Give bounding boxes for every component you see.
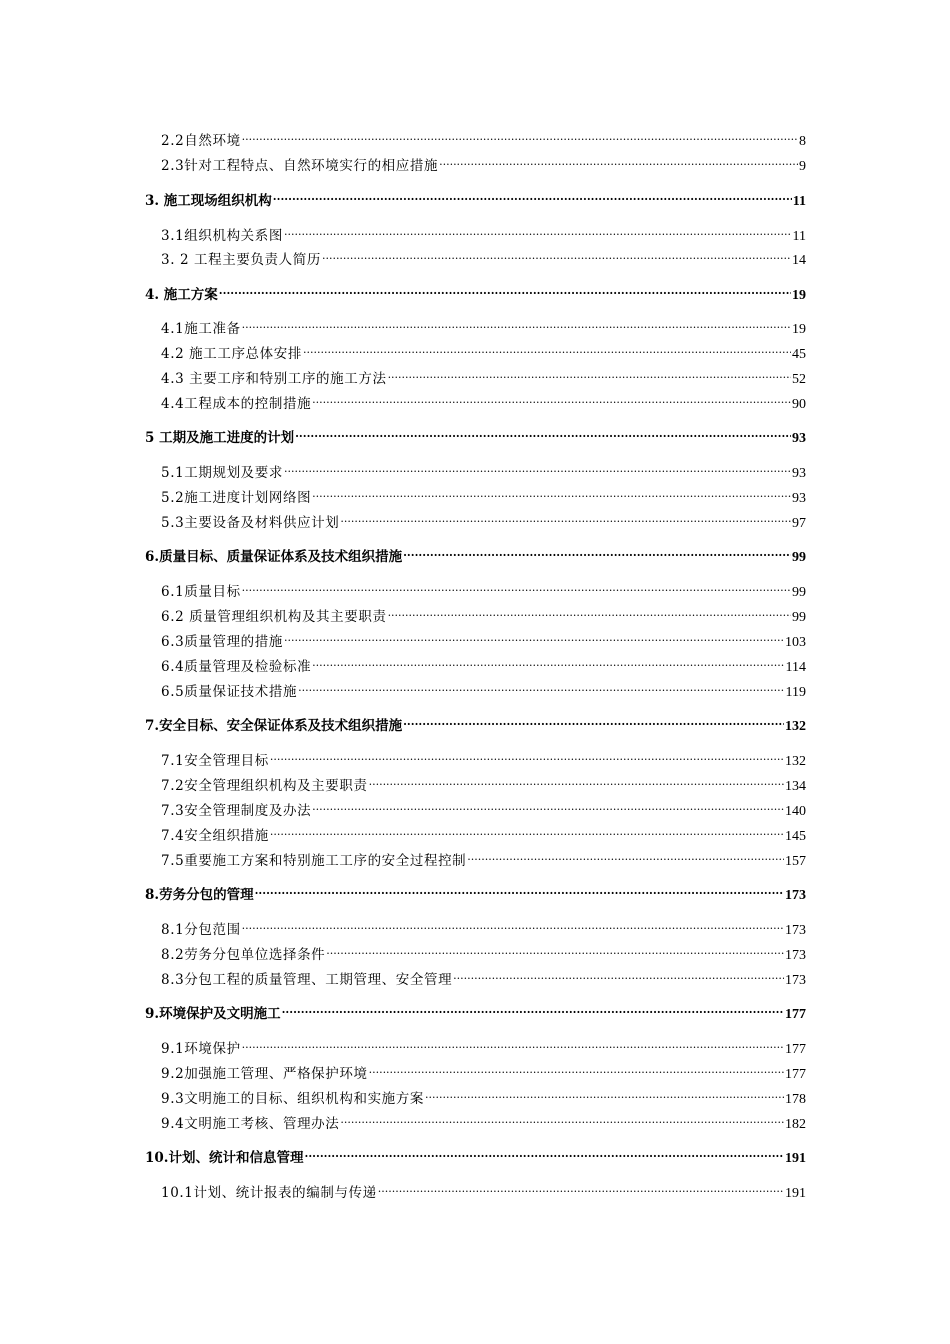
dot-leader [388,603,791,621]
dot-leader [312,797,784,815]
toc-entry-label: 3. 施工现场组织机构 [145,193,272,209]
dot-leader [270,747,784,765]
toc-subsection-entry[interactable] [161,222,806,244]
dot-leader [340,509,791,527]
toc-subsection-entry[interactable] [161,1110,806,1132]
dot-leader [284,222,792,240]
toc-subsection-entry[interactable] [161,1085,806,1107]
toc-entry-label: 3. 2 工程主要负责人简历 [161,252,321,268]
dot-leader [303,340,791,358]
toc-entry-page-number: 8 [799,134,806,149]
dot-leader [282,1000,784,1018]
dot-leader [242,315,791,333]
toc-entry-page-number: 134 [785,779,806,794]
toc-entry-label: 6.1质量目标 [161,584,241,600]
toc-entry-label: 7.1安全管理目标 [161,753,269,769]
toc-subsection-entry[interactable] [161,315,806,337]
toc-entry-page-number: 177 [785,1007,806,1022]
toc-entry-page-number: 177 [785,1067,806,1082]
toc-entry-page-number: 178 [785,1092,806,1107]
dot-leader [242,1035,784,1053]
dot-leader [322,246,791,264]
toc-entry-label: 6.5质量保证技术措施 [161,684,298,700]
dot-leader [284,628,784,646]
dot-leader [312,390,791,408]
dot-leader [270,822,784,840]
toc-subsection-entry[interactable] [161,390,806,412]
toc-subsection-entry[interactable] [161,484,806,506]
toc-entry-label: 9.3文明施工的目标、组织机构和实施方案 [161,1091,424,1107]
toc-entry-label: 10.1计划、统计报表的编制与传递 [161,1185,377,1201]
dot-leader [284,459,791,477]
toc-subsection-entry[interactable] [161,509,806,531]
toc-subsection-entry[interactable] [161,459,806,481]
toc-entry-page-number: 114 [785,660,806,675]
toc-entry-page-number: 119 [785,685,806,700]
toc-entry-label: 4.4工程成本的控制措施 [161,396,312,412]
toc-subsection-entry[interactable] [161,772,806,794]
dot-leader [453,966,784,984]
dot-leader [369,772,784,790]
toc-entry-label: 8.1分包范围 [161,922,241,938]
toc-entry-page-number: 191 [785,1186,806,1201]
toc-entry-page-number: 132 [785,719,806,734]
toc-section-entry[interactable] [145,1144,806,1166]
toc-section-entry[interactable] [145,712,806,734]
toc-entry-page-number: 140 [785,804,806,819]
toc-entry-label: 5.2施工进度计划网络图 [161,490,312,506]
toc-entry-label: 5.3主要设备及材料供应计划 [161,515,340,531]
toc-section-entry[interactable] [145,543,806,565]
toc-entry-label: 2.2自然环境 [161,133,241,149]
toc-entry-page-number: 145 [785,829,806,844]
toc-entry-label: 5 工期及施工进度的计划 [145,430,295,446]
toc-subsection-entry[interactable] [161,246,806,268]
toc-subsection-entry[interactable] [161,797,806,819]
toc-subsection-entry[interactable] [161,1060,806,1082]
toc-entry-label: 9.环境保护及文明施工 [145,1006,281,1022]
toc-entry-page-number: 99 [792,610,806,625]
toc-entry-page-number: 93 [792,466,806,481]
dot-leader [273,187,792,205]
toc-subsection-entry[interactable] [161,847,806,869]
dot-leader [298,678,784,696]
dot-leader [378,1179,784,1197]
dot-leader [295,424,791,442]
dot-leader [219,281,791,299]
dot-leader [467,847,784,865]
toc-section-entry[interactable] [145,281,806,303]
toc-subsection-entry[interactable] [161,822,806,844]
toc-subsection-entry[interactable] [161,966,806,988]
toc-subsection-entry[interactable] [161,578,806,600]
toc-entry-page-number: 52 [792,372,806,387]
toc-entry-page-number: 173 [785,948,806,963]
toc-entry-label: 7.3安全管理制度及办法 [161,803,312,819]
toc-entry-page-number: 93 [792,491,806,506]
toc-entry-page-number: 93 [792,431,806,446]
toc-subsection-entry[interactable] [161,941,806,963]
dot-leader [388,365,791,383]
toc-entry-label: 4.1施工准备 [161,321,241,337]
toc-section-entry[interactable] [145,424,806,446]
toc-entry-page-number: 177 [785,1042,806,1057]
toc-entry-page-number: 11 [792,229,806,244]
toc-entry-page-number: 173 [785,973,806,988]
toc-entry-label: 4. 施工方案 [145,287,218,303]
toc-entry-page-number: 14 [792,253,806,268]
dot-leader [242,578,791,596]
toc-entry-page-number: 99 [792,585,806,600]
toc-subsection-entry[interactable] [161,127,806,149]
toc-entry-page-number: 191 [785,1151,806,1166]
toc-section-entry[interactable] [145,1000,806,1022]
dot-leader [326,941,784,959]
dot-leader [242,127,798,145]
toc-entry-label: 6.3质量管理的措施 [161,634,283,650]
toc-entry-page-number: 11 [792,194,806,209]
dot-leader [425,1085,784,1103]
toc-entry-page-number: 173 [785,923,806,938]
toc-entry-page-number: 19 [792,288,806,303]
dot-leader [255,881,784,899]
toc-entry-label: 9.2加强施工管理、严格保护环境 [161,1066,368,1082]
toc-entry-label: 8.劳务分包的管理 [145,887,254,903]
toc-entry-label: 2.3针对工程特点、自然环境实行的相应措施 [161,158,439,174]
toc-entry-page-number: 9 [799,159,806,174]
toc-entry-label: 6.4质量管理及检验标准 [161,659,312,675]
toc-entry-page-number: 182 [785,1117,806,1132]
toc-entry-page-number: 132 [785,754,806,769]
dot-leader [340,1110,784,1128]
toc-entry-label: 7.4安全组织措施 [161,828,269,844]
toc-subsection-entry[interactable] [161,1035,806,1057]
toc-entry-label: 10.计划、统计和信息管理 [145,1150,304,1166]
dot-leader [312,653,784,671]
toc-subsection-entry[interactable] [161,678,806,700]
toc-entry-page-number: 19 [792,322,806,337]
toc-subsection-entry[interactable] [161,340,806,362]
toc-entry-label: 7.安全目标、安全保证体系及技术组织措施 [145,718,403,734]
toc-entry-label: 6.2 质量管理组织机构及其主要职责 [161,609,387,625]
toc-section-entry[interactable] [145,187,806,209]
toc-entry-page-number: 173 [785,888,806,903]
dot-leader [403,543,791,561]
dot-leader [242,916,784,934]
toc-entry-label: 8.2劳务分包单位选择条件 [161,947,326,963]
toc-subsection-entry[interactable] [161,747,806,769]
toc-entry-label: 9.1环境保护 [161,1041,241,1057]
toc-entry-label: 5.1工期规划及要求 [161,465,283,481]
toc-entry-page-number: 99 [792,550,806,565]
toc-subsection-entry[interactable] [161,653,806,675]
toc-entry-page-number: 103 [785,635,806,650]
toc-entry-page-number: 45 [792,347,806,362]
toc-subsection-entry[interactable] [161,1179,806,1201]
toc-entry-label: 7.5重要施工方案和特别施工工序的安全过程控制 [161,853,467,869]
dot-leader [312,484,791,502]
toc-subsection-entry[interactable] [161,152,806,174]
dot-leader [439,152,798,170]
toc-entry-label: 7.2安全管理组织机构及主要职责 [161,778,368,794]
toc-entry-label: 8.3分包工程的质量管理、工期管理、安全管理 [161,972,453,988]
toc-entry-page-number: 97 [792,516,806,531]
toc-entry-label: 6.质量目标、质量保证体系及技术组织措施 [145,549,403,565]
toc-entry-label: 9.4文明施工考核、管理办法 [161,1116,340,1132]
toc-subsection-entry[interactable] [161,365,806,387]
toc-entry-page-number: 90 [792,397,806,412]
dot-leader [305,1144,785,1162]
dot-leader [403,712,784,730]
toc-subsection-entry[interactable] [161,916,806,938]
toc-entry-label: 3.1组织机构关系图 [161,228,283,244]
dot-leader [369,1060,784,1078]
toc-entry-page-number: 157 [785,854,806,869]
toc-subsection-entry[interactable] [161,628,806,650]
toc-section-entry[interactable] [145,881,806,903]
toc-entry-label: 4.2 施工工序总体安排 [161,346,302,362]
toc-entry-label: 4.3 主要工序和特别工序的施工方法 [161,371,387,387]
toc-subsection-entry[interactable] [161,603,806,625]
